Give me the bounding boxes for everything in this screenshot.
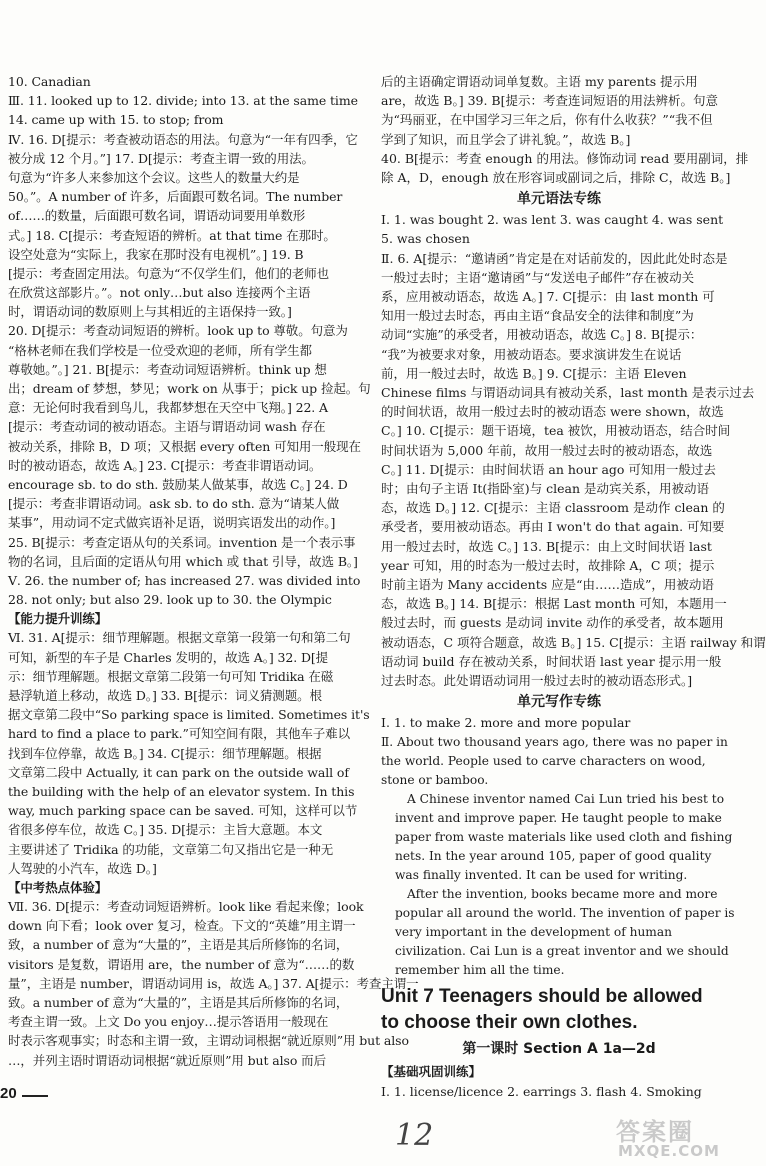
answer-line: 时的被动语态，故选 A。] 23. C[提示：考查非谓语动词。 [8,457,322,473]
answer-line: 量”，主语是 number，谓语动词用 is，故选 A。] 37. A[提示：考查主谓一 [8,975,419,991]
answer-line: 句意为“许多人来参加这个会议。这些人的数量大约是 [8,169,300,185]
continued-answers [381,72,749,187]
answer-line: 式。] 18. C[提示：考查短语的辨析。at that time 在那时。 [8,227,336,243]
writing-section-title: 单元写作专练 [517,694,601,711]
answer-line: 尊敬她。”。] 21. B[提示：考查动词短语辨析。think up 想 [8,361,327,377]
page-number: 20 [0,1085,17,1102]
answer-line: 时；由句子主语 It(指卧室)与 clean 是动宾关系，用被动语 [381,481,710,497]
answer-line: “我”为被要求对象，用被动语态。要求演讲发生在说话 [381,346,682,362]
watermark-logo [612,1112,742,1162]
answer-line: 出；dream of 梦想，梦见；work on 从事于；pick up 捡起。句 [8,381,371,396]
answer-line: 时，谓语动词的数原则上与其相近的主语保持一致。] [8,304,292,320]
answer-line: Chinese films 与谓语动词具有被动关系，last month 是表示过去 [381,385,755,401]
lesson-title: 第一课时 Section A 1a—2d [462,1040,656,1057]
answer-line: Ⅰ. 1. was bought 2. was lent 3. was caught 4. was sent [381,212,724,228]
answer-line: Ⅱ. 6. A[提示：“邀请函”肯定是在对话前发的，因此此处时态是 [381,250,728,266]
answer-line: Ⅰ. 1. license/licence 2. earrings 3. flash 4. Smoking [381,1083,702,1099]
answer-line: 在欣赏这部影片。”。not only…but also 连接两个主语 [8,285,311,301]
answer-line: 承受者，要用被动语态。再由 I won't do that again. 可知要 [381,519,725,535]
model-essay [381,733,737,980]
answer-line: 被动语态，C 项符合题意，故选 B。] 15. C[提示：主语 railway 和谓 [381,634,766,650]
answer-line: …，并列主语时谓语动词根据“就近原则”用 but also 而后 [8,1052,326,1068]
handwritten-mark: 12 [395,1118,434,1153]
answer-line: “格林老师在我们学校是一位受欢迎的老师，所有学生都 [8,342,312,358]
answer-line: 般过去时，而 guests 是动词 invite 动作的承受者，故本题用 [381,615,724,631]
basic-training-heading: 【基础巩固训练】 [381,1063,482,1079]
answer-line: 知用一般过去时态，再由主语“食品安全的法律和制度”为 [381,308,694,324]
answer-line: Ⅰ. 1. to make 2. more and more popular [381,715,631,731]
answer-line: 态，故选 D。] 12. C[提示：主语 classroom 是动作 clean 的 [381,500,725,516]
answer-line: Ⅴ. 26. the number of; has increased 27. was divided into [8,572,361,588]
answer-line: 后的主语确定谓语动词单复数。主语 my parents 提示用 [381,74,698,89]
answer-line: 用一般过去时，故选 C。] 13. B[提示：由上文时间状语 last [381,538,712,554]
answer-line: 过去时态。此处谓语动词用一般过去时的被动语态形式。] [381,673,693,689]
essay-paragraph [381,790,737,885]
essay-paragraph [381,885,737,980]
grammar-section-title: 单元语法专练 [517,191,601,208]
answer-line: [提示：考查固定用法。句意为“不仅学生们，他们的老师也 [8,265,330,281]
answer-line: 28. not only; but also 29. look up to 30. the Olympic [8,592,332,608]
answer-line: Ⅲ. 11. looked up to 12. divide; into 13. at the same time [8,93,358,109]
answer-line: 前，用一般过去时，故选 B。] 9. C[提示：主语 Eleven [381,365,687,381]
answer-line: 文章第二段中 Actually, it can park on the outside wall of [8,764,349,780]
section-heading: 【中考热点体验】 [8,879,108,895]
answer-line: 时表示客观事实；时态和主谓一致，主谓动词根据“就近原则”用 but also [8,1033,409,1049]
answer-line: Ⅵ. 31. A[提示：细节理解题。根据文章第一段第一句和第二句 [8,630,351,646]
answer-line: encourage sb. to do sth. 鼓励某人做某事，故选 C。] 24. D [8,476,348,492]
essay-lead: Ⅱ. [381,734,398,749]
answer-line: 物的名词，且后面的定语从句用 which 或 that 引导，故选 B。] [8,553,358,569]
answer-line: [提示：考查非谓语动词。ask sb. to do sth. 意为“请某人做 [8,496,340,512]
answer-line: down 向下看；look over 复习，检查。下文的“英雄”用主谓一 [8,918,356,934]
answer-line: 态，故选 B。] 14. B[提示：根据 Last month 可知，本题用一 [381,596,727,612]
answer-line: 的时间状语，故用一般过去时的被动语态 were shown，故选 [381,404,724,420]
page-number-rule [22,1095,48,1097]
answer-line: 致，a number of 意为“大量的”，主语是其后所修饰的名词， [8,937,349,953]
answer-line: 主要讲述了 Tridika 的功能，文章第二句又指出它是一种无 [8,841,334,857]
answer-line: 动词“实施”的承受者，用被动语态，故选 C。] 8. B[提示： [381,327,703,343]
right-column [381,72,766,1101]
answer-line: 除 A，D，enough 放在形容词或副词之后，排除 C，故选 B。] [381,170,731,186]
answer-line: 省很多停车位，故选 C。] 35. D[提示：主旨大意题。本文 [8,822,323,838]
answer-line: year 可知，用的时态为一般过去时，故排除 A，C 项；提示 [381,557,715,573]
answer-line: 找到车位停靠，故选 B。] 34. C[提示：细节理解题。根据 [8,745,322,761]
answer-line: 示：细节理解题。根据文章第二段第一句可知 Tridika 在磁 [8,668,334,684]
essay-text: About two thousand years ago, there was no paper in the world. People used to carve characters on wood, stone or bamboo. [381,734,728,787]
answer-line: 25. B[提示：考查定语从句的关系词。invention 是一个表示事 [8,534,356,550]
essay-text: A Chinese inventor named Cai Lun tried his best to invent and improve paper. He taught people to make paper from waste materials like used cloth and fishing nets. In the year around 105, paper of good quality was finally invented. It can be used for writing. [395,791,733,882]
answer-line: 系，应用被动语态，故选 A。] 7. C[提示：由 last month 可 [381,289,715,305]
grammar-answers [381,210,766,690]
answer-line: 语动词 build 存在被动关系，时间状语 last year 提示用一般 [381,653,722,669]
essay-paragraph [381,733,737,790]
unit-title-line: to choose their own clothes. [381,1011,638,1033]
answer-line: Ⅶ. 36. D[提示：考查动词短语辨析。look like 看起来像；look [8,899,364,915]
answer-line: 据文章第二段中“So parking space is limited. Sometimes it's [8,707,370,723]
answer-line: hard to find a place to park.”可知空间有限，其他车子难以 [8,726,350,742]
answer-line: the building with the help of an elevator system. In this [8,783,355,799]
answer-line: 可知，新型的车子是 Charles 发明的，故选 A。] 32. D[提 [8,649,329,665]
answer-line: 考查主谓一致。上文 Do you enjoy…提示答语用一般现在 [8,1014,329,1030]
answer-line: of……的数量，后面跟可数名词，谓语动词要用单数形 [8,208,306,224]
section-heading: 【能力提升训练】 [8,611,108,627]
answer-line: 学到了知识，而且学会了讲礼貌。”，故选 B。] [381,131,631,147]
answer-line: [提示：考查动词的被动语态。主语与谓语动词 wash 存在 [8,419,326,435]
answer-line: 50。”。A number of 许多，后面跟可数名词。The number [8,189,343,205]
answer-line: 一般过去时；主语“邀请函”与“发送电子邮件”存在被动关 [381,269,695,285]
answer-line: way, much parking space can be saved. 可知，这样可以节 [8,803,358,819]
answer-line: 时前主语为 Many accidents 应是“由……造成”，用被动语 [381,577,714,593]
answer-line: 设空处意为“实际上，我家在那时没有电视机”。] 19. B [8,246,304,262]
writing-answers [381,713,737,732]
answer-line: 时间状语为 5,000 年前，故用一般过去时的被动语态，故选 [381,442,713,458]
answer-line: 5. was chosen [381,231,470,247]
answer-line: Ⅳ. 16. D[提示：考查被动语态的用法。句意为“一年有四季，它 [8,131,358,147]
answer-line: visitors 是复数，谓语用 are，the number of 意为“……的数 [8,956,355,972]
answer-line: 20. D[提示：考查动词短语的辨析。look up to 尊敬。句意为 [8,323,348,339]
answer-line: 某事”，用动词不定式做宾语补足语，说明宾语发出的动作。] [8,515,336,531]
answer-line: are，故选 B。] 39. B[提示：考查连词短语的用法辨析。句意 [381,93,719,109]
left-column [8,72,419,1070]
answer-line: 14. came up with 15. to stop; from [8,112,224,128]
answer-line: 为“玛丽亚，在中国学习三年之后，你有什么收获？”“我不但 [381,112,713,128]
essay-text: After the invention, books became more and more popular all around the world. The invention of paper is very important in the development of human civilization. Cai Lun is a great inventor and we should remember him all the time. [395,886,735,977]
answer-line: C。] 11. D[提示：由时间状语 an hour ago 可知用一般过去 [381,461,716,477]
unit-title [381,984,737,1036]
answer-line: 致。a number of 意为“大量的”，主语是其后所修饰的名词， [8,995,349,1010]
answer-line: C。] 10. C[提示：题干语境，tea 被饮，用被动语态，结合时间 [381,423,731,439]
answer-line: 10. Canadian [8,74,91,89]
answer-line: 被分成 12 个月。”] 17. D[提示：考查主谓一致的用法。 [8,150,314,166]
unit-title-line: Unit 7 Teenagers should be allowed [381,985,703,1007]
answer-line: 悬浮轨道上移动，故选 D。] 33. B[提示：词义猜测题。根 [8,688,322,703]
answer-line: 意：无论何时我看到鸟儿，我都梦想在天空中飞翔。] 22. A [8,400,328,416]
answer-line: 40. B[提示：考查 enough 的用法。修饰动词 read 要用副词，排 [381,150,749,166]
answer-line: 人驾驶的小汽车，故选 D。] [8,860,157,876]
watermark-text: 答案圈 [616,1118,694,1146]
answer-line: 被动关系，排除 B，D 项；又根据 every often 可知用一般现在 [8,438,361,454]
watermark-url: MXQE.COM [618,1142,720,1160]
